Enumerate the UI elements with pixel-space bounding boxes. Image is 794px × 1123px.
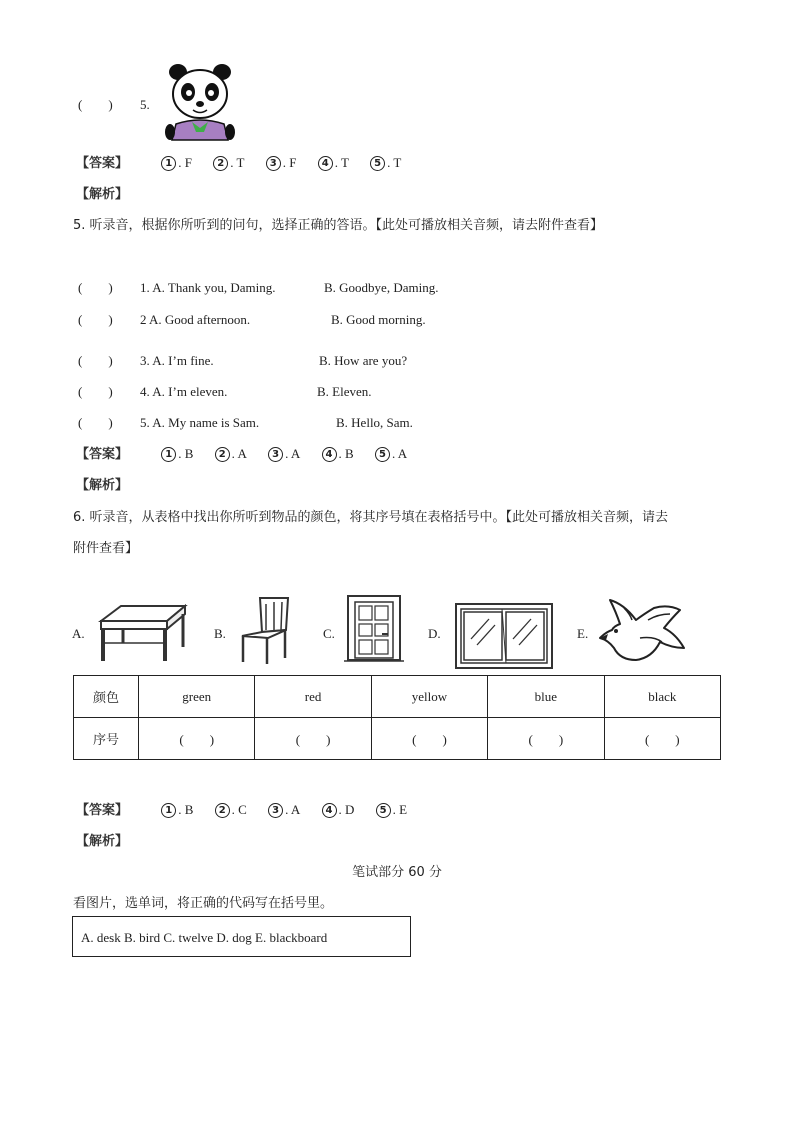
question-6-instruction: 6. 听录音，从表格中找出你所听到物品的颜色，将其序号填在表格括号中。【此处可播放相关音频，请去 xyxy=(73,510,669,525)
option-b[interactable]: B. Hello, Sam. xyxy=(336,415,413,430)
option-a[interactable]: 3. A. I’m fine. xyxy=(140,353,214,368)
option-a[interactable]: 4. A. I’m eleven. xyxy=(140,384,228,399)
picture-label-e: E. xyxy=(577,626,589,641)
option-a[interactable]: 5. A. My name is Sam. xyxy=(140,415,260,430)
answer-blank[interactable]: ( ) xyxy=(78,280,113,295)
answer-item: 1 . F xyxy=(161,155,192,171)
q5-item-1 xyxy=(78,277,438,296)
answer-item: 2 . C xyxy=(215,802,247,818)
answer-item: 5 . E xyxy=(376,802,407,818)
answer-item: 1 . B xyxy=(161,802,193,818)
answer-blank[interactable]: ( ) xyxy=(371,718,487,760)
analysis-tag: 【解析】 xyxy=(76,187,129,202)
q5-item-2 xyxy=(78,309,426,328)
option-b[interactable]: B. How are you? xyxy=(319,353,408,368)
bird-icon xyxy=(598,598,686,664)
answer-item: 5 . T xyxy=(370,155,401,171)
q5-item-5 xyxy=(78,412,413,431)
answer-blank[interactable]: ( ) xyxy=(488,718,604,760)
row-header: 序号 xyxy=(74,718,139,760)
analysis-tag: 【解析】 xyxy=(76,478,129,493)
word-bank: A. desk B. bird C. twelve D. dog E. blackboard xyxy=(72,916,411,957)
table-cell: green xyxy=(139,676,255,718)
answer-item: 3 . A xyxy=(268,802,300,818)
answer-tag: 【答案】 xyxy=(76,447,129,462)
q4-item-5 xyxy=(78,94,150,113)
analysis-tag: 【解析】 xyxy=(76,834,129,849)
answer-blank[interactable]: ( ) xyxy=(255,718,371,760)
answer-tag: 【答案】 xyxy=(76,156,129,171)
answer-blank[interactable]: ( ) xyxy=(139,718,255,760)
picture-label-c: C. xyxy=(323,626,335,641)
answer-item: 3 . A xyxy=(268,446,300,462)
table-cell: red xyxy=(255,676,371,718)
window-icon xyxy=(455,603,553,669)
answer-tag: 【答案】 xyxy=(76,803,129,818)
chair-icon xyxy=(238,596,294,666)
answer-blank[interactable]: ( ) xyxy=(604,718,720,760)
table-cell: black xyxy=(604,676,720,718)
answer-row xyxy=(76,799,425,818)
item-number: 5. xyxy=(140,97,150,112)
answer-blank[interactable]: ( ) xyxy=(78,312,113,327)
answer-blank[interactable]: ( ) xyxy=(78,384,113,399)
color-table xyxy=(73,675,721,760)
answer-item: 2 . T xyxy=(213,155,244,171)
question-5-instruction: 5. 听录音，根据你所听到的问句，选择正确的答语。【此处可播放相关音频，请去附件查看】 xyxy=(73,218,604,233)
q5-item-3 xyxy=(78,350,407,369)
table-cell: yellow xyxy=(371,676,487,718)
written-instruction: 看图片，选单词，将正确的代码写在括号里。 xyxy=(73,896,334,911)
panda-icon xyxy=(166,62,236,142)
picture-label-b: B. xyxy=(214,626,226,641)
answer-item: 3 . F xyxy=(266,155,297,171)
q5-item-4 xyxy=(78,381,372,400)
question-6-instruction-cont: 附件查看】 xyxy=(73,541,139,556)
option-b[interactable]: B. Eleven. xyxy=(317,384,372,399)
option-b[interactable]: B. Good morning. xyxy=(331,312,426,327)
row-header: 颜色 xyxy=(74,676,139,718)
option-a[interactable]: 1. A. Thank you, Daming. xyxy=(140,280,276,295)
answer-item: 4 . B xyxy=(322,446,354,462)
picture-label-d: D. xyxy=(428,626,441,641)
answer-blank[interactable]: ( ) xyxy=(78,97,113,112)
answer-item: 2 . A xyxy=(215,446,247,462)
answer-blank[interactable]: ( ) xyxy=(78,353,113,368)
answer-item: 5 . A xyxy=(375,446,407,462)
door-icon xyxy=(344,594,406,664)
picture-label-a: A. xyxy=(72,626,85,641)
option-b[interactable]: B. Goodbye, Daming. xyxy=(324,280,439,295)
answer-item: 4 . T xyxy=(318,155,349,171)
option-a[interactable]: 2 A. Good afternoon. xyxy=(140,312,251,327)
answer-row xyxy=(76,443,425,462)
desk-icon xyxy=(95,603,187,663)
answer-row xyxy=(76,152,419,171)
answer-blank[interactable]: ( ) xyxy=(78,415,113,430)
table-row xyxy=(74,718,721,760)
answer-item: 4 . D xyxy=(322,802,355,818)
section-title: 笔试部分 60 分 xyxy=(352,865,442,880)
answer-item: 1 . B xyxy=(161,446,193,462)
table-row xyxy=(74,676,721,718)
table-cell: blue xyxy=(488,676,604,718)
